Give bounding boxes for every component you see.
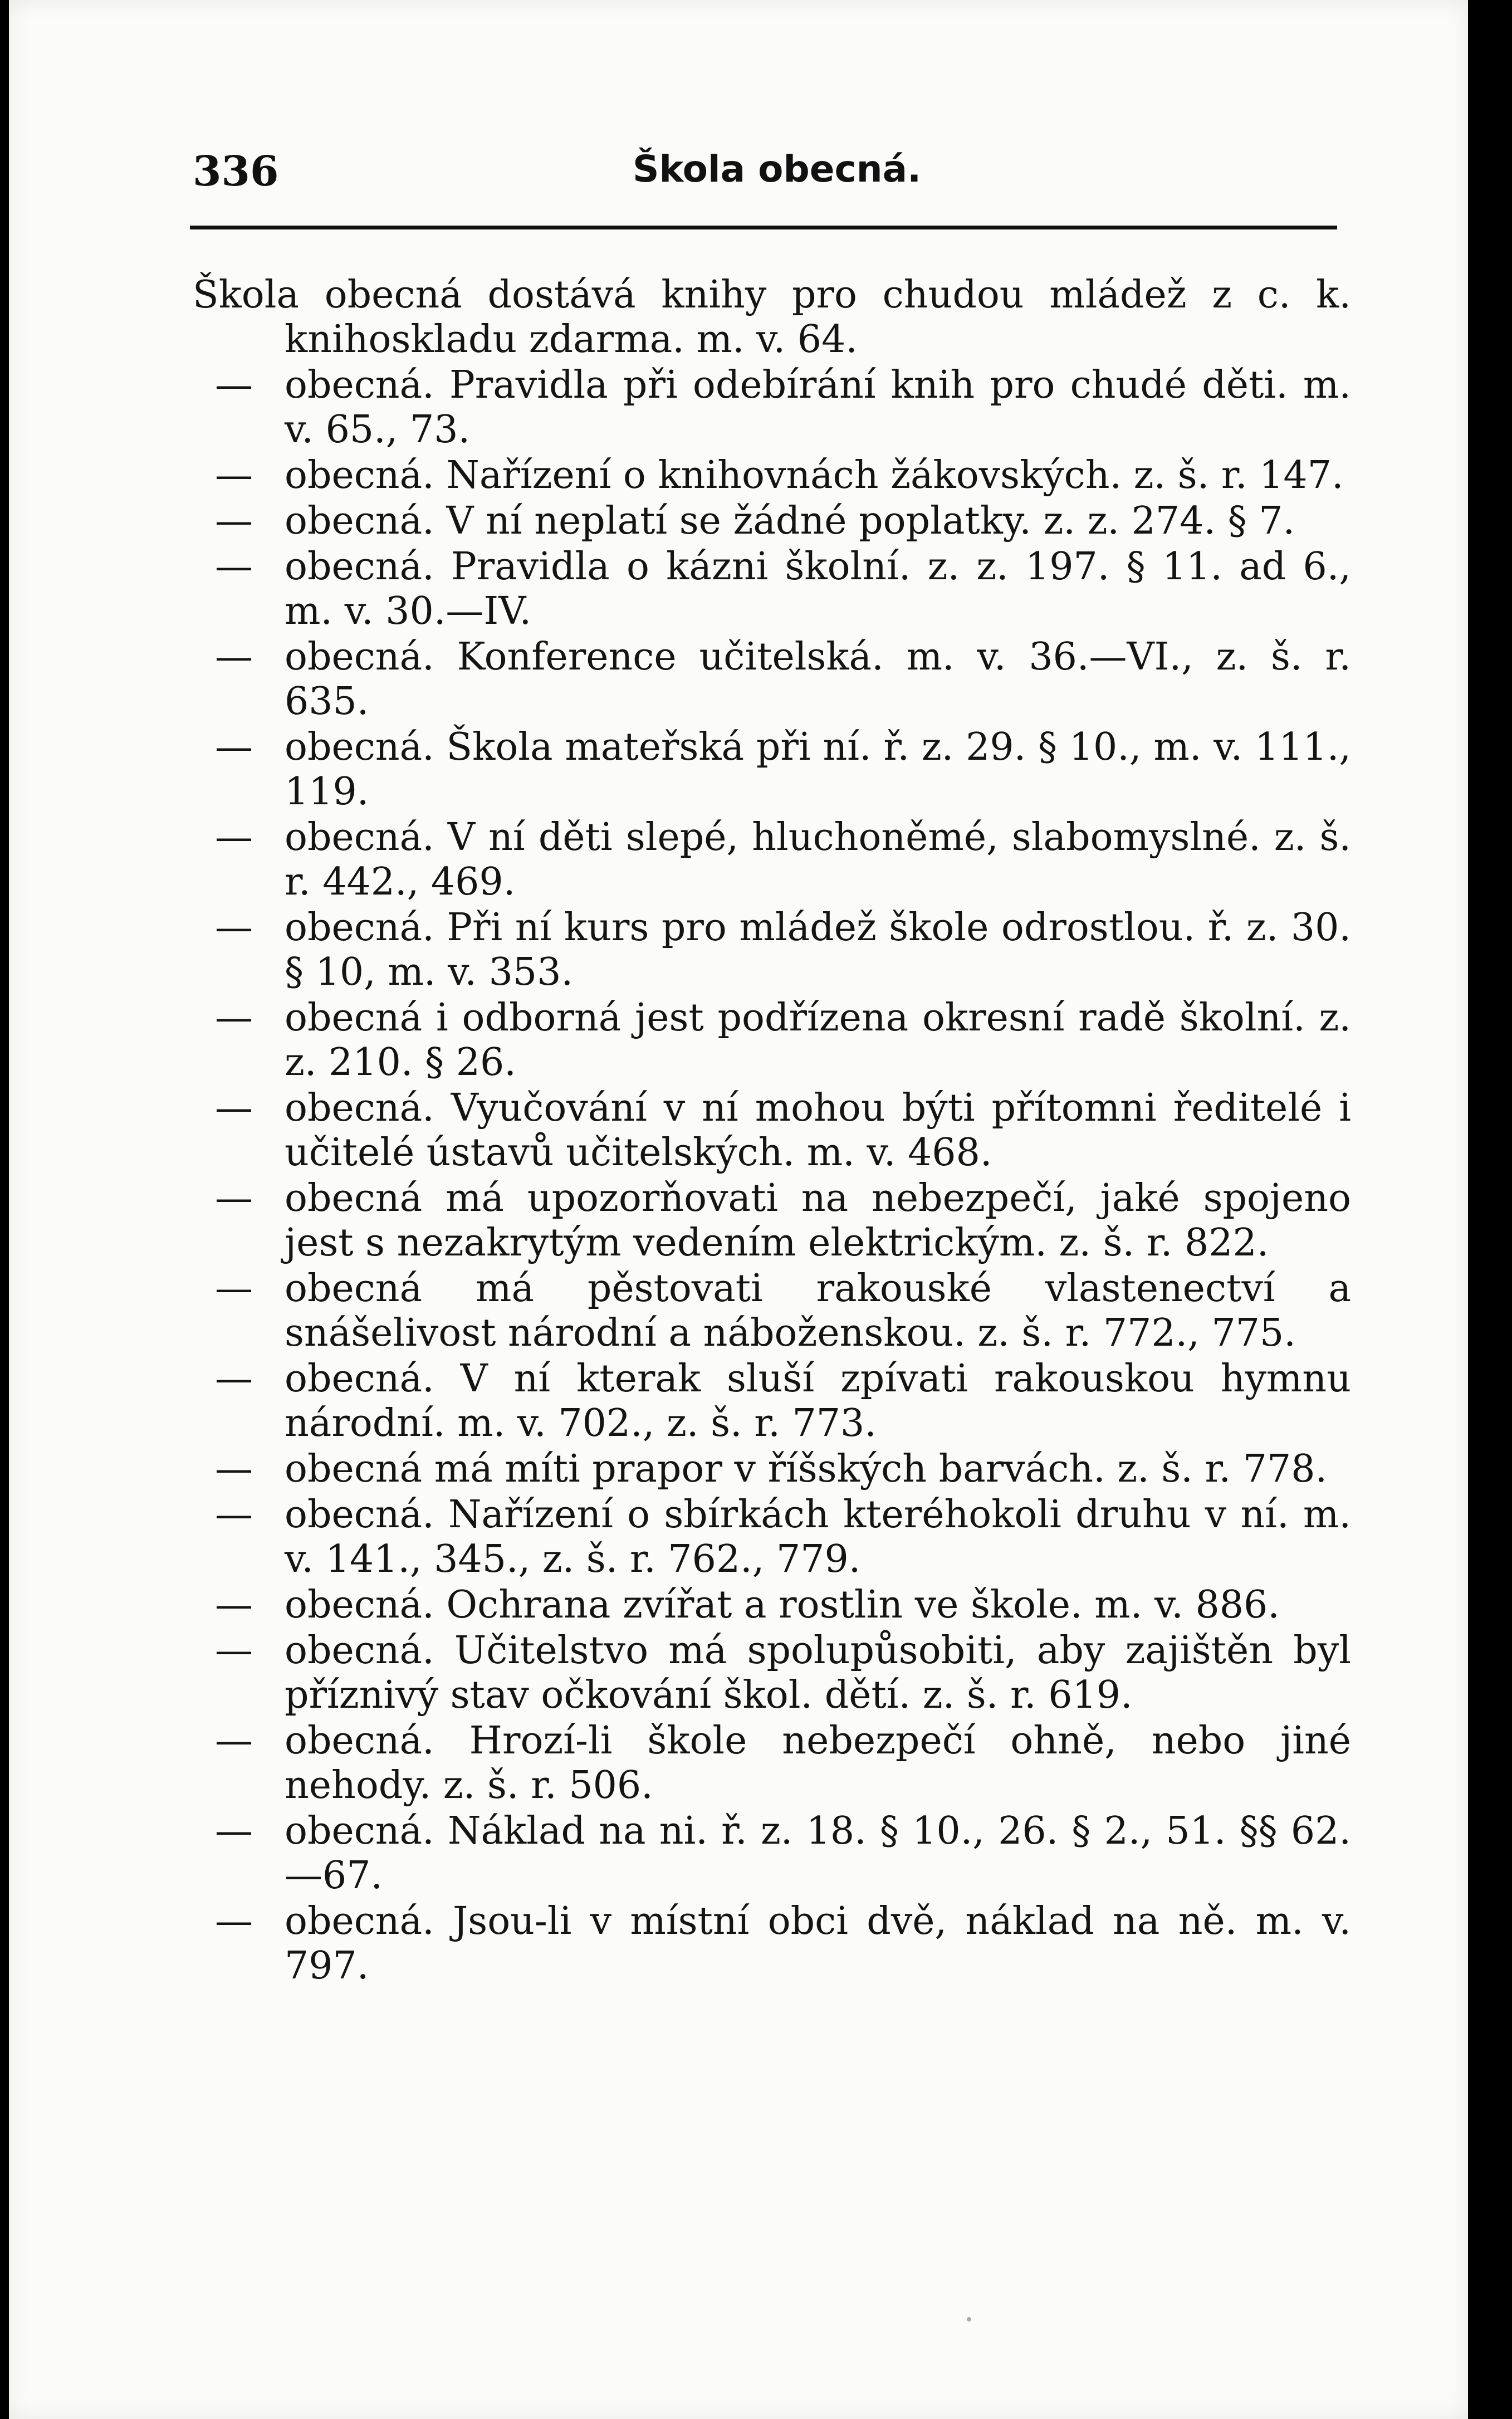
index-entry (193, 815, 1351, 905)
entry-dash: — (215, 1583, 253, 1627)
entry-dash: — (215, 1899, 253, 1943)
page-header (182, 148, 1345, 198)
entry-text: obecná. Při ní kurs pro mládež škole odrostlou. ř. z. 30. § 10, m. v. 353. (285, 906, 1351, 994)
entry-text: obecná. Škola mateřská při ní. ř. z. 29. § 10., m. v. 111., 119. (285, 725, 1351, 814)
index-entry (193, 1447, 1351, 1492)
entry-text: obecná má upozorňovati na nebezpečí, jaké spojeno jest s nezakrytým vedením elektrickým. z. š. r. 822. (285, 1176, 1351, 1265)
index-entry (193, 363, 1351, 452)
header-rule (190, 226, 1337, 229)
entry-dash: — (215, 1176, 253, 1220)
entry-text: obecná. Jsou-li v místní obci dvě, náklad na ně. m. v. 797. (285, 1899, 1351, 1988)
entry-text: obecná. Konference učitelská. m. v. 36.—VI., z. š. r. 635. (285, 635, 1351, 724)
entry-dash: — (215, 1086, 253, 1130)
entry-dash: — (215, 1629, 253, 1673)
page-number: 336 (193, 148, 279, 196)
index-entry (193, 545, 1351, 634)
entry-dash: — (215, 996, 253, 1040)
index-entry (193, 1086, 1351, 1175)
book-page (9, 0, 1468, 2419)
index-entry (193, 499, 1351, 544)
entry-text: Škola obecná dostává knihy pro chudou mládež z c. k. knihoskladu zdarma. m. v. 64. (193, 273, 1351, 361)
entry-text: obecná. V ní neplatí se žádné poplatky. z. z. 274. § 7. (285, 499, 1295, 543)
index-entry (193, 725, 1351, 814)
index-entry (193, 1583, 1351, 1628)
entry-text: obecná. Pravidla o kázni školní. z. z. 197. § 11. ad 6., m. v. 30.—IV. (285, 545, 1351, 633)
entry-text: obecná. Náklad na ni. ř. z. 18. § 10., 26. § 2., 51. §§ 62.—67. (285, 1809, 1351, 1898)
index-entry (193, 453, 1351, 498)
print-speck (967, 2317, 971, 2322)
entry-dash: — (215, 545, 253, 589)
index-entry (193, 1629, 1351, 1718)
entry-dash: — (215, 1809, 253, 1853)
index-entry (193, 996, 1351, 1085)
entry-dash: — (215, 499, 253, 543)
entry-dash: — (215, 363, 253, 407)
index-entry (193, 1357, 1351, 1446)
index-entry (193, 1493, 1351, 1582)
entry-text: obecná. Nařízení o knihovnách žákovských. z. š. r. 147. (285, 453, 1344, 497)
index-entries (193, 273, 1351, 1990)
entry-text: obecná. Ochrana zvířat a rostlin ve škole. m. v. 886. (285, 1583, 1280, 1627)
entry-dash: — (215, 453, 253, 497)
index-entry (193, 635, 1351, 724)
entry-text: obecná má míti prapor v říšských barvách. z. š. r. 778. (285, 1447, 1328, 1491)
entry-dash: — (215, 1267, 253, 1311)
entry-dash: — (215, 1493, 253, 1537)
entry-text: obecná. V ní děti slepé, hluchoněmé, slabomyslné. z. š. r. 442., 469. (285, 815, 1351, 904)
entry-dash: — (215, 906, 253, 950)
entry-text: obecná. Nařízení o sbírkách kteréhokoli druhu v ní. m. v. 141., 345., z. š. r. 762., 779. (285, 1493, 1351, 1581)
index-entry (193, 1267, 1351, 1356)
entry-dash: — (215, 1447, 253, 1491)
entry-text: obecná. Hrozí-li škole nebezpečí ohně, nebo jiné nehody. z. š. r. 506. (285, 1719, 1351, 1807)
entry-dash: — (215, 1719, 253, 1763)
index-entry (193, 273, 1351, 362)
entry-dash: — (215, 725, 253, 769)
running-title: Škola obecná. (633, 148, 922, 190)
entry-dash: — (215, 815, 253, 859)
entry-dash: — (215, 635, 253, 679)
index-entry (193, 906, 1351, 995)
entry-text: obecná má pěstovati rakouské vlastenectví a snášelivost národní a náboženskou. z. š. r. 772., 775. (285, 1267, 1351, 1355)
entry-text: obecná i odborná jest podřízena okresní radě školní. z. z. 210. § 26. (285, 996, 1351, 1084)
entry-text: obecná. Vyučování v ní mohou býti přítomni ředitelé i učitelé ústavů učitelských. m. v. 468. (285, 1086, 1351, 1175)
index-entry (193, 1899, 1351, 1988)
index-entry (193, 1719, 1351, 1808)
entry-text: obecná. V ní kterak sluší zpívati rakouskou hymnu národní. m. v. 702., z. š. r. 773. (285, 1357, 1351, 1445)
index-entry (193, 1809, 1351, 1898)
index-entry (193, 1176, 1351, 1265)
entry-text: obecná. Pravidla při odebírání knih pro chudé děti. m. v. 65., 73. (285, 363, 1351, 452)
entry-dash: — (215, 1357, 253, 1401)
entry-text: obecná. Učitelstvo má spolupůsobiti, aby zajištěn byl příznivý stav očkování škol. dětí. z. š. r. 619. (285, 1629, 1351, 1717)
